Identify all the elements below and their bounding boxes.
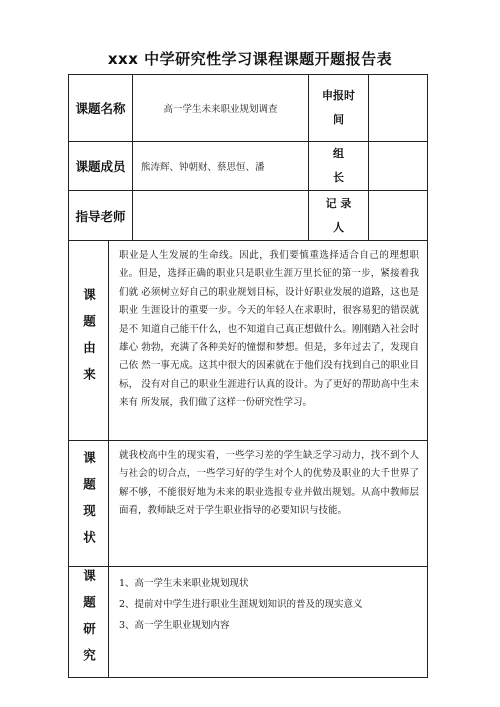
research-row <box>69 567 427 677</box>
advisor-label-cell <box>69 191 133 240</box>
research-label-cell <box>69 567 109 677</box>
apply-time-label-cell <box>309 75 369 141</box>
recorder-value-cell <box>369 191 427 240</box>
topic-label: 课题名称 <box>75 101 126 116</box>
origin-text: 职业是人生发展的生命线。因此，我们要慎重选择适合自己的理想职业。但是，选择正确的职业只是职业生涯万里长征的第一步，紧接着我们就 必须树立好自己的职业规划目标，设计好职业发展的道路，这也是职业 生涯设计的重要一步。今天的年轻人在求职时，很容易犯的错误就是不 知道自己能干什么，也不知道自己真正想做什么。刚刚踏入社会时雄心 勃勃，充满了各种美好的憧憬和梦想。但是，多年过去了，发现自己依 然一事无成。这其中很大的因素就在于他们没有找到自己的职业目标， 没有对自己的职业生涯进行认真的设计。为了更好的帮助高中生未来有 所发展，我们做了这样一份研究性学习。 <box>119 250 419 409</box>
report-form-table <box>68 74 428 678</box>
members-row <box>69 142 427 191</box>
leader-value-cell <box>369 142 427 190</box>
origin-row <box>69 241 427 441</box>
status-row <box>69 441 427 567</box>
leader-label: 组 长 <box>333 147 344 184</box>
research-label: 课题研究 <box>81 569 97 675</box>
page-title: xxx 中学研究性学习课程课题开题报告表 <box>107 50 393 68</box>
advisor-label: 指导老师 <box>75 208 126 224</box>
members-value-cell <box>133 142 309 190</box>
apply-time-value-cell <box>369 75 427 141</box>
leader-label-cell <box>309 142 369 190</box>
list-item: 1、高一学生未来职业规划现状 <box>119 578 249 589</box>
status-label-cell <box>69 441 109 566</box>
status-text: 就我校高中生的现实看，一些学习差的学生缺乏学习动力，找不到个人与社会的切合点，一些学习好的学生对个人的优势及职业的大千世界了解不够，不能很好地为未来的职业选报专业并做出规划。从高中教师层面看，教师缺乏对于学生职业指导的必要知识与技能。 <box>119 450 419 517</box>
topic-label-cell <box>69 75 133 141</box>
list-item: 3、高一学生职业规划内容 <box>119 620 230 631</box>
recorder-label: 记 录 人 <box>325 196 352 234</box>
apply-time-label: 申报时 间 <box>322 89 355 126</box>
members-label: 课题成员 <box>75 159 126 174</box>
research-list <box>109 567 427 677</box>
status-label: 课题现状 <box>81 450 97 557</box>
list-item: 2、提前对中学生进行职业生涯规划知识的普及的现实意义 <box>119 599 363 610</box>
members-value: 熊涛辉、钟朝财、蔡思恒、潘 <box>141 162 265 173</box>
advisor-value-cell <box>133 191 309 240</box>
members-label-cell <box>69 142 133 190</box>
topic-row <box>69 75 427 142</box>
advisor-row <box>69 191 427 241</box>
topic-value: 高一学生未来职业规划调查 <box>163 104 278 115</box>
origin-label: 课题由来 <box>81 287 97 394</box>
recorder-label-cell <box>309 191 369 240</box>
origin-label-cell <box>69 241 109 440</box>
topic-value-cell <box>133 75 309 141</box>
